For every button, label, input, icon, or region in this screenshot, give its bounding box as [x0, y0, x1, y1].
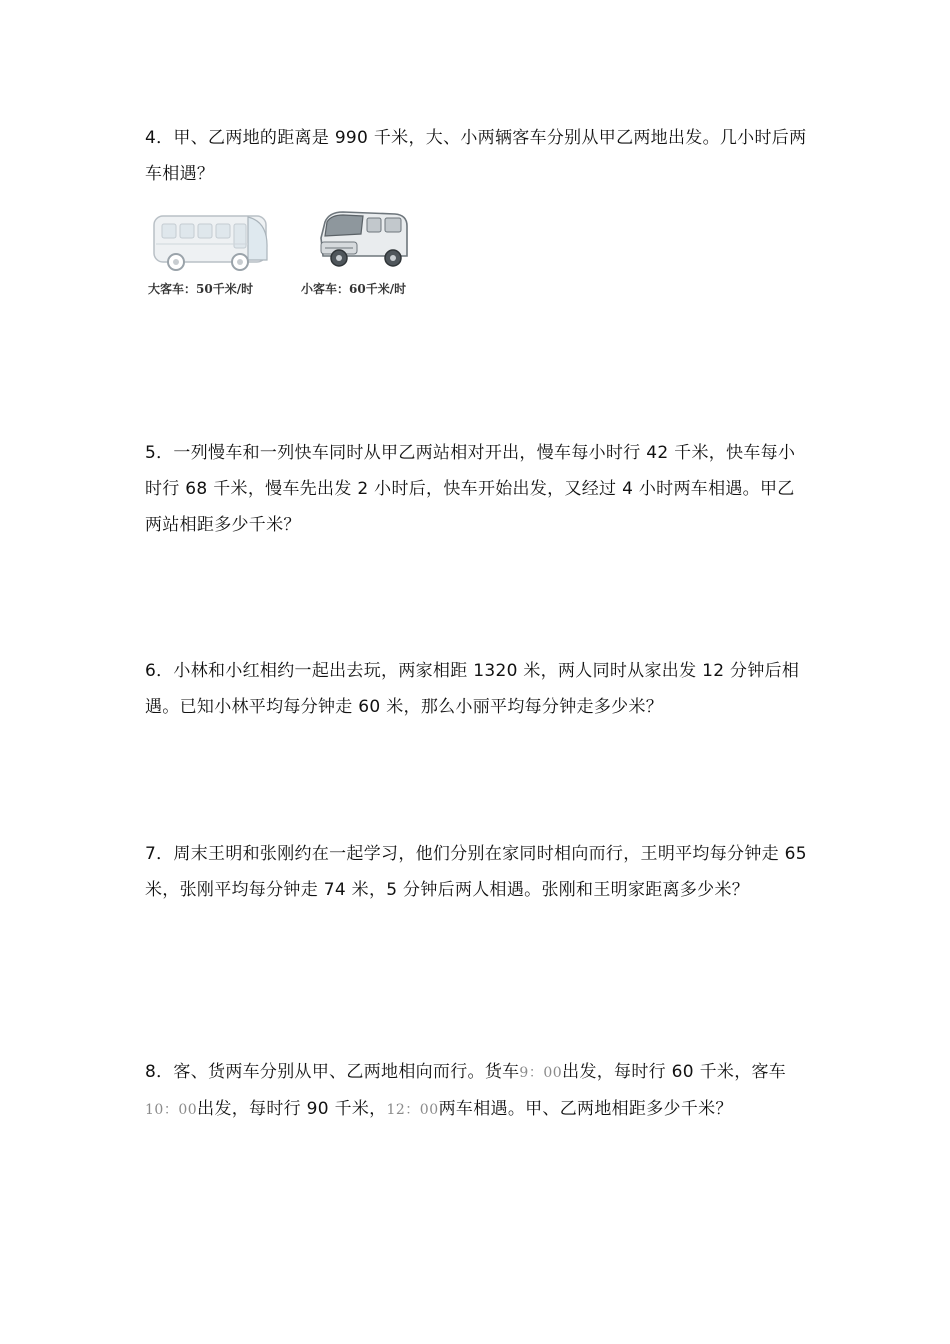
small-bus-caption: 小客车：60千米/时 [301, 282, 407, 296]
question-5 [145, 435, 810, 543]
question-8-part2: 出发，每时行 60 千米，客车 [562, 1062, 787, 1082]
question-8-part3: 出发，每时行 90 千米， [197, 1099, 387, 1119]
question-6-text: 6．小林和小红相约一起出去玩，两家相距 1320 米，两人同时从家出发 12 分钟后相遇。已知小林平均每分钟走 60 米，那么小丽平均每分钟走多少米？ [145, 661, 800, 717]
big-bus-caption: 大客车：50千米/时 [148, 282, 254, 296]
big-bus-icon [148, 208, 273, 274]
question-7 [145, 836, 810, 908]
question-8 [145, 1054, 810, 1128]
question-6 [145, 653, 810, 725]
question-5-text: 5．一列慢车和一列快车同时从甲乙两站相对开出，慢车每小时行 42 千米，快车每小时行 68 千米，慢车先出发 2 小时后，快车开始出发，又经过 4 小时两车相遇。甲乙两站相距多少千米？ [145, 443, 796, 535]
question-4 [145, 120, 810, 192]
big-bus-image [148, 208, 278, 274]
vehicle-figure [148, 208, 438, 303]
time-meet: 12：00 [386, 1102, 439, 1118]
small-bus-icon [303, 208, 428, 274]
time-freight-start: 9：00 [519, 1065, 563, 1081]
question-8-part4: 两车相遇。甲、乙两地相距多少千米？ [438, 1099, 733, 1119]
time-passenger-start: 10：00 [145, 1102, 198, 1118]
question-7-text: 7．周末王明和张刚约在一起学习，他们分别在家同时相向而行，王明平均每分钟走 65 米，张刚平均每分钟走 74 米，5 分钟后两人相遇。张刚和王明家距离多少米？ [145, 844, 807, 900]
small-bus-image [303, 208, 433, 274]
question-4-text: 4．甲、乙两地的距离是 990 千米，大、小两辆客车分别从甲乙两地出发。几小时后两车相遇？ [145, 128, 807, 184]
question-8-part1: 8．客、货两车分别从甲、乙两地相向而行。货车 [145, 1062, 520, 1082]
